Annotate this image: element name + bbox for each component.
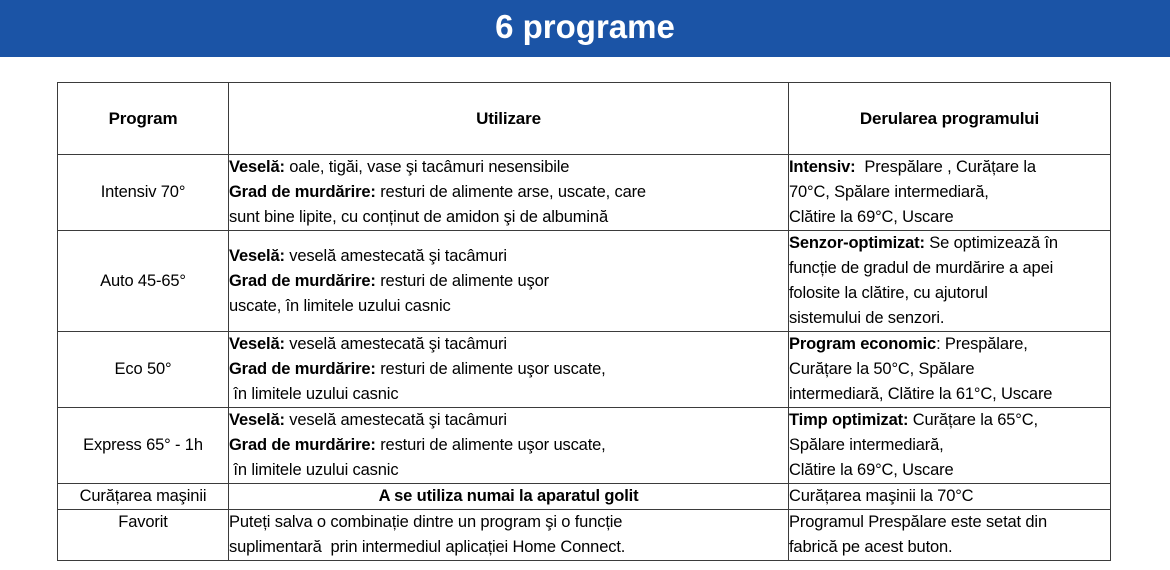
cell-line xyxy=(229,155,788,180)
bold-label: Veselă: xyxy=(229,411,285,429)
table-row xyxy=(58,231,1111,332)
program-sequence-cell xyxy=(789,510,1111,561)
program-table-body xyxy=(58,155,1111,561)
program-name-cell: Express 65° - 1h xyxy=(58,408,229,484)
cell-line xyxy=(789,408,1110,433)
cell-line xyxy=(229,535,788,560)
text-segment: sunt bine lipite, cu conținut de amidon şi de albumină xyxy=(229,208,608,226)
text-segment: : Prespălare, xyxy=(936,335,1028,353)
cell-line xyxy=(789,484,1110,509)
column-header-utilizare: Utilizare xyxy=(229,83,789,155)
cell-line xyxy=(229,269,788,294)
page-title: 6 programe xyxy=(495,8,675,45)
usage-cell xyxy=(229,231,789,332)
program-sequence-cell xyxy=(789,332,1111,408)
program-sequence-cell xyxy=(789,155,1111,231)
text-segment: fabrică pe acest buton. xyxy=(789,538,953,556)
cell-line xyxy=(229,433,788,458)
title-banner xyxy=(0,0,1170,57)
cell-line xyxy=(789,256,1110,281)
text-segment: în limitele uzului casnic xyxy=(229,385,399,403)
text-segment: resturi de alimente arse, uscate, care xyxy=(375,183,646,201)
bold-label: Veselă: xyxy=(229,246,285,265)
cell-line xyxy=(789,281,1110,306)
program-sequence-cell xyxy=(789,484,1111,510)
text-segment: resturi de alimente uşor xyxy=(375,271,550,290)
cell-line xyxy=(229,205,788,230)
program-sequence-cell xyxy=(789,408,1111,484)
program-name-cell: Auto 45-65° xyxy=(58,231,229,332)
program-name-cell: Eco 50° xyxy=(58,332,229,408)
cell-line xyxy=(789,205,1110,230)
program-name-cell: Intensiv 70° xyxy=(58,155,229,231)
bold-label: Grad de murdărire: xyxy=(229,436,376,454)
text-segment: Curățare la 50°C, Spălare xyxy=(789,360,975,378)
text-segment: folosite la clătire, cu ajutorul xyxy=(789,284,988,302)
usage-cell xyxy=(229,155,789,231)
bold-label: Grad de murdărire: xyxy=(229,271,376,290)
cell-line xyxy=(229,180,788,205)
cell-line xyxy=(789,458,1110,483)
cell-line xyxy=(229,458,788,483)
text-segment: intermediară, Clătire la 61°C, Uscare xyxy=(789,385,1053,403)
program-name-cell: Favorit xyxy=(58,510,229,561)
text-segment: resturi de alimente uşor uscate, xyxy=(375,436,606,454)
bold-label: Program economic xyxy=(789,335,937,353)
text-segment: veselă amestecată şi tacâmuri xyxy=(284,335,507,353)
text-segment: Puteți salva o combinație dintre un program şi o funcție xyxy=(229,513,623,531)
text-segment: oale, tigăi, vase şi tacâmuri nesensibile xyxy=(284,158,570,176)
text-segment: Curățare la 65°C, xyxy=(908,411,1038,429)
cell-line xyxy=(229,357,788,382)
bold-label: Veselă: xyxy=(229,335,285,353)
cell-line xyxy=(229,382,788,407)
cell-line xyxy=(789,382,1110,407)
text-segment: Clătire la 69°C, Uscare xyxy=(789,208,954,226)
text-segment: Prespălare , Curățare la xyxy=(855,158,1036,176)
cell-line xyxy=(229,294,788,319)
usage-cell xyxy=(229,510,789,561)
bold-label: Timp optimizat: xyxy=(789,411,909,429)
programs-table xyxy=(57,82,1111,561)
bold-label: Veselă: xyxy=(229,158,285,176)
table-row xyxy=(58,332,1111,408)
cell-line xyxy=(789,231,1110,256)
text-segment: uscate, în limitele uzului casnic xyxy=(229,296,451,315)
text-segment: Se optimizează în xyxy=(924,234,1058,252)
bold-label: Intensiv: xyxy=(789,158,856,176)
table-row xyxy=(58,408,1111,484)
bold-label: Senzor-optimizat: xyxy=(789,234,925,252)
bold-label: Grad de murdărire: xyxy=(229,360,376,378)
text-segment: Spălare intermediară, xyxy=(789,436,944,454)
table-row xyxy=(58,510,1111,561)
text-segment: în limitele uzului casnic xyxy=(229,461,399,479)
text-segment: Clătire la 69°C, Uscare xyxy=(789,461,954,479)
cell-line xyxy=(789,155,1110,180)
usage-cell xyxy=(229,408,789,484)
program-sequence-cell xyxy=(789,231,1111,332)
cell-line xyxy=(229,484,788,509)
table-row xyxy=(58,155,1111,231)
cell-line xyxy=(789,535,1110,560)
text-segment: resturi de alimente uşor uscate, xyxy=(375,360,606,378)
cell-line xyxy=(789,433,1110,458)
cell-line xyxy=(229,332,788,357)
cell-line xyxy=(229,408,788,433)
column-header-program: Program xyxy=(58,83,229,155)
column-header-derulare: Derularea programului xyxy=(789,83,1111,155)
bold-label: Grad de murdărire: xyxy=(229,183,376,201)
cell-line xyxy=(229,244,788,269)
text-segment: Programul Prespălare este setat din xyxy=(789,513,1047,531)
cell-line xyxy=(789,510,1110,535)
table-header-row xyxy=(58,83,1111,155)
text-segment: veselă amestecată şi tacâmuri xyxy=(284,246,507,265)
text-segment: veselă amestecată şi tacâmuri xyxy=(284,411,507,429)
program-name-cell: Curățarea maşinii xyxy=(58,484,229,510)
usage-cell xyxy=(229,332,789,408)
cell-line xyxy=(229,510,788,535)
cell-line xyxy=(789,357,1110,382)
table-row xyxy=(58,484,1111,510)
usage-cell xyxy=(229,484,789,510)
text-segment: sistemului de senzori. xyxy=(789,309,945,327)
text-segment: suplimentară prin intermediul aplicației Home Connect. xyxy=(229,538,626,556)
text-segment: funcție de gradul de murdărire a apei xyxy=(789,259,1054,277)
cell-line xyxy=(789,332,1110,357)
text-segment: Curățarea maşinii la 70°C xyxy=(789,487,974,505)
bold-label: A se utiliza numai la aparatul golit xyxy=(378,487,639,505)
text-segment: 70°C, Spălare intermediară, xyxy=(789,183,989,201)
cell-line xyxy=(789,180,1110,205)
cell-line xyxy=(789,306,1110,331)
